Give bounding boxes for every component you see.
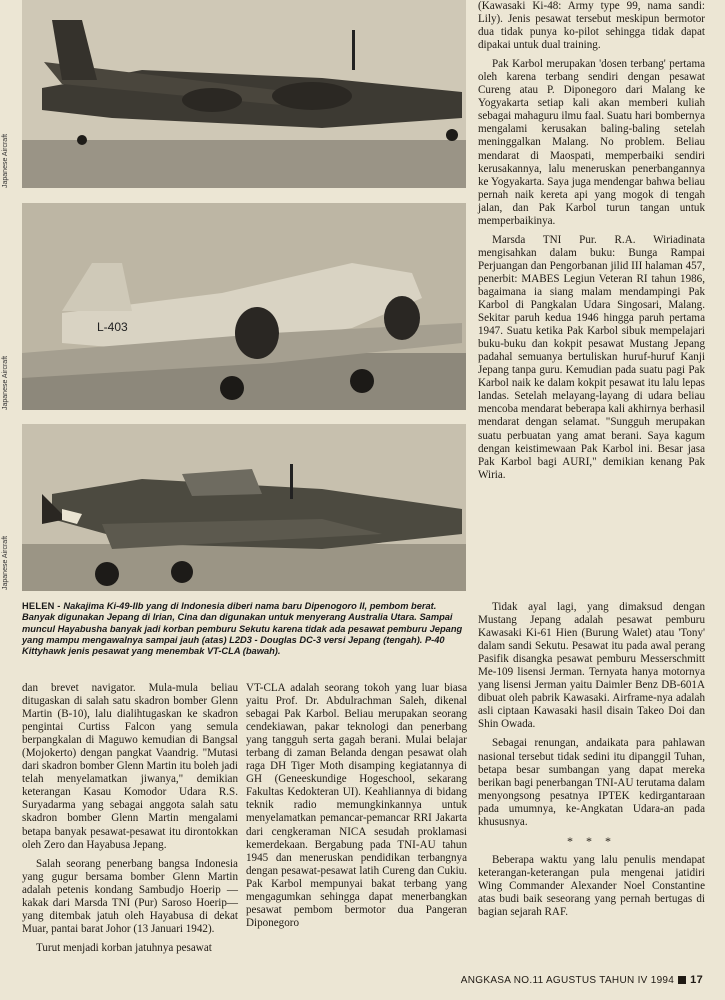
square-bullet-icon [678, 976, 686, 984]
tail-code: L-403 [97, 320, 128, 334]
page-footer [461, 974, 703, 986]
article-column-middle [246, 682, 467, 930]
dc3-illustration [22, 203, 466, 410]
footer-publication: ANGKASA NO.11 AGUSTUS TAHUN IV 1994 [460, 975, 675, 986]
page-number: 17 [690, 974, 703, 986]
section-separator: * * * [567, 833, 616, 848]
paragraph: (Kawasaki Ki-48: Army type 99, nama sandi: Lily). Jenis pesawat tersebut meskipun bermotor dua tidak punya ko-pilot sehingga tidak dapat dipakai untuk dual training. [478, 0, 705, 52]
caption-text: Nakajima Ki-49-IIb yang di Indonesia diberi nama baru Dipenogoro II, pembom berat. Banyak digunakan Jepang di Irian, Cina dan digunakan untuk menyerang Australia Utara. Sampai muncul Hayabusha banyak jadi korban pemburu Sekutu karena tidak ada pesawat pemburu Jepang yang mampu mengawalnya sampai jauh (atas) L2D3 - Douglas DC-3 versi Jepang (tengah). P-40 Kittyhawk jenis pesawat yang menembak VT-CLA (bawah). [22, 601, 463, 657]
photo-bomber-helen [22, 0, 466, 188]
photo-dc3 [22, 203, 466, 410]
paragraph: Beberapa waktu yang lalu penulis mendapat keterangan-keterangan pula mengenai jatidiri Wing Commander Alexander Noel Constantine atas budi baik seseorang yang pernah bertugas di bagian sejarah RAF. [478, 853, 705, 919]
paragraph: Salah seorang penerbang bangsa Indonesia yang gugur bersama bomber Glenn Martin adalah petenis kondang Sambudjo Hoerip —kakak dari Marsda TNI (Pur) Saroso Hoerip— yang ditembak jatuh oleh Hayabusa di dekat Muar, pantai barat Johor (13 Januari 1942). [22, 857, 238, 935]
paragraph: Marsda TNI Pur. R.A. Wiriadinata mengisahkan dalam buku: Bunga Rampai Perjuangan dan Pengorbanan jilid III halaman 457, penerbit: MABES Legiun Veteran RI tahun 1986, bagaimana ia siang malam mendampingi Pak Karbol di Pangkalan Udara Singosari, Malang. Sekitar paruh kedua 1946 hingga paruh pertama 1947. Suatu ketika Pak Karbol sibuk mempelajari buku-buku dan kokpit pesawat Mustang Jepang padahal semuanya bertuliskan huruf-huruf Kanji Jepang tanpa guru. Kemudian pada suatu pagi Pak Karbol naik ke dalam kokpit pesawat itu lalu lepas landas. Setelah melayang-layang di udara beliau mencoba mendarat beberapa kali akhirnya berhasil mendarat dengan selamat. "Sungguh merupakan suatu perbuatan yang amat berani. Saya kagum dengan keistimewaan Pak Karbol ini. Besar jasa Pak Karbol bagi AURI," demikian kenang Pak Wiria. [478, 233, 705, 481]
paragraph: Sebagai renungan, andaikata para pahlawan nasional tersebut tidak sedini itu dipanggil Tuhan, betapa besar sumbangan yang dapat mereka berikan bagi penerbangan TNI-AU terutama dalam menyongsong pesatnya IPTEK kedirgantaraan pada umumnya, ke-Angkatan Udara-an pada khususnya. [478, 737, 705, 828]
caption-lead: HELEN - [22, 601, 64, 611]
photo-credit: Japanese Aircraft [2, 535, 9, 590]
paragraph: Turut menjadi korban jatuhnya pesawat [36, 941, 212, 954]
photo-credit: Japanese Aircraft [2, 133, 9, 188]
paragraph: Tidak ayal lagi, yang dimaksud dengan Mustang Jepang adalah pesawat pemburu Kawasaki Ki-61 Hien (Burung Walet) atau 'Tony' dalam sandi Sekutu. Pesawat itu pada awal perang Pasifik disangka pesawat pemburu Messerschmitt Me-109 lisensi Jerman. Ternyata hanya motornya yang lisensi Jerman yaitu Daimler Benz DB-601A dibuat oleh pabrik Kawasaki. Airframe-nya adalah asli ciptaan Kawasaki hasil disain Takeo Doi dan Shin Owada. [478, 601, 705, 731]
article-column-left [22, 682, 238, 955]
article-column-right-top [478, 0, 705, 482]
paragraph: VT-CLA adalah seorang tokoh yang luar biasa yaitu Prof. Dr. Abdulrachman Saleh, dikenal sebagai Pak Karbol. Beliau merupakan seorang cendekiawan, pakar teknologi dan penerbang yang tangguh serta gagah berani. Mulai belajar terbang di zaman Belanda dengan pesawat olah raga DH Tiger Moth disamping kegiatannya di GH (Geneeskundige Hogeschool, sekarang Fakultas Kedokteran UI). Keahliannya di bidang teknik radio memungkinkannya untuk menyelamatkan pemancar-pemancar RRI Jakarta dari cengkeraman NICA sesudah proklamasi kemerdekaan. Bergabung pada TNI-AU tahun 1945 dan meneruskan pendidikan terbangnya dengan pesawat-pesawat latih Cureng dan Cukiu. Pak Karbol mempunyai bakat terbang yang mengagumkan sehingga dapat menerbangkan pesawat pembom bermotor dua Pangeran Diponegoro [246, 682, 467, 929]
bomber-illustration [22, 0, 466, 188]
article-column-right-bottom [478, 601, 705, 919]
paragraph: Pak Karbol merupakan 'dosen terbang' pertama oleh karena terbang sendiri dengan pesawat Cureng atau P. Diponegoro dari Malang ke Yogyakarta setiap kali akan memberi kuliah sebagai mahaguru ilmu faal. Suatu hari bombernya mengalami kerusakan baling-baling setelah meninggalkan Malang. No problem. Beliau mendarat di Maospati, memperbaiki sendiri kerusakannya, lalu meneruskan penerbangannya ke Yogyakarta. Saya juga mendengar bahwa beliau pernah naik kereta api yang mogok di tengah jalan, dan Pak Karbol turun tangan untuk memperbaikinya. [478, 58, 705, 227]
photo-p40 [22, 424, 466, 591]
p40-illustration [22, 424, 466, 591]
photo-credit: Japanese Aircraft [2, 355, 9, 410]
paragraph: dan brevet navigator. Mula-mula beliau ditugaskan di salah satu skadron bomber Glenn Martin (B-10), lalu dialihtugaskan ke skadron pengintai Curtiss Falcon yang semula berpangkalan di Maguwo kemudian di Bangsal (Mojokerto) dengan pangkat Vaandrig. "Mutasi dari skadron bomber Glenn Martin itu boleh jadi telah menyelamatkan jiwanya," demikian keterangan Kasau Komodor Udara R.S. Suryadarma yang sebagai anggota salah satu skadron bomber Glenn Martin mengalami betapa banyak pesawat-pesawat itu dirontokkan oleh Zero dan Hayabusa Jepang. [22, 682, 238, 851]
photo-caption [22, 601, 470, 657]
